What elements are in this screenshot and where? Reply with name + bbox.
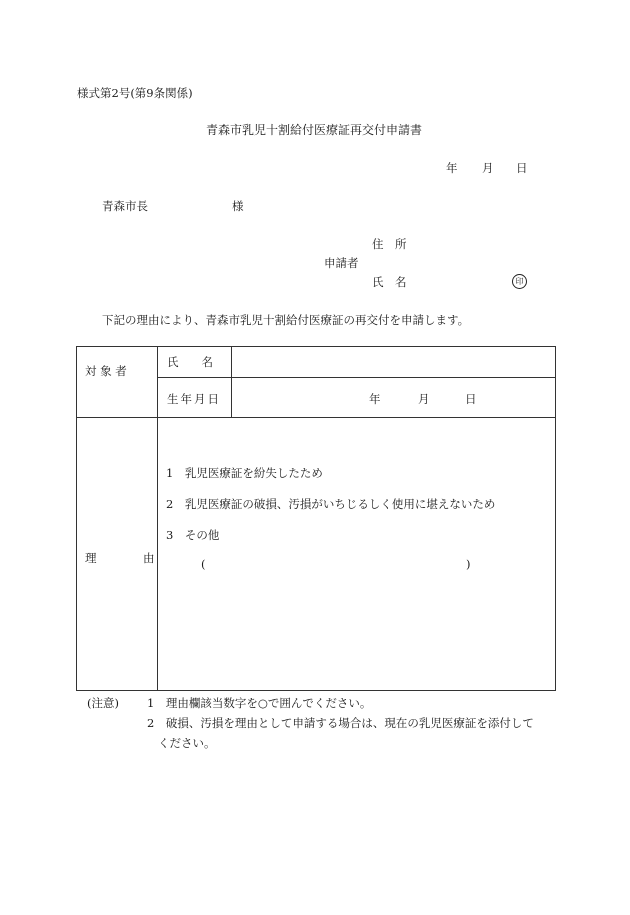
table-divider-subject-reason xyxy=(77,417,556,418)
reason-item-damaged[interactable]: 2 乳児医療証の破損、汚損がいちじるしく使用に堪えないため xyxy=(166,497,496,511)
birth-month-label: 月 xyxy=(418,392,430,406)
reason-label-left: 理 xyxy=(85,551,97,565)
birth-year-label: 年 xyxy=(369,392,381,406)
table-birthdate-label: 生年月日 xyxy=(167,392,221,406)
page-title: 青森市乳児十割給付医療証再交付申請書 xyxy=(206,123,423,137)
addressee-honorific: 様 xyxy=(232,199,244,213)
other-close-paren: ) xyxy=(466,557,471,571)
subject-name-field[interactable] xyxy=(237,349,549,373)
reason-item-lost[interactable]: 1 乳児医療証を紛失したため xyxy=(166,466,323,480)
note-item-2-continued: ください。 xyxy=(158,736,216,750)
note-item-1: 1 理由欄該当数字を○で囲んでください。 xyxy=(147,696,372,710)
table-divider-label-column xyxy=(157,347,158,691)
table-divider-name-birth xyxy=(158,377,556,378)
application-table xyxy=(76,346,556,691)
applicant-address-label: 住 所 xyxy=(372,237,407,251)
reason-label-right: 由 xyxy=(143,551,155,565)
date-day-label: 日 xyxy=(516,161,528,175)
applicant-label: 申請者 xyxy=(324,256,359,270)
birth-day-label: 日 xyxy=(465,392,477,406)
date-year-label: 年 xyxy=(446,161,458,175)
seal-stamp-label: 印 xyxy=(512,274,527,289)
form-number: 様式第2号(第9条関係) xyxy=(77,86,193,100)
notes-label: (注意) xyxy=(87,696,119,710)
seal-stamp-icon xyxy=(512,273,527,289)
note-item-2: 2 破損、汚損を理由として申請する場合は、現在の乳児医療証を添付して xyxy=(147,716,534,730)
other-open-paren: ( xyxy=(201,557,206,571)
addressee-name: 青森市長 xyxy=(102,199,148,213)
request-statement: 下記の理由により、青森市乳児十割給付医療証の再交付を申請します。 xyxy=(102,313,470,327)
subject-label: 対 象 者 xyxy=(85,364,127,378)
date-month-label: 月 xyxy=(482,161,494,175)
other-reason-field[interactable] xyxy=(211,553,461,573)
applicant-name-label: 氏 名 xyxy=(372,275,407,289)
table-divider-sublabel-column xyxy=(231,347,232,417)
reason-item-other[interactable]: 3 その他 xyxy=(166,528,220,542)
table-name-label: 氏 名 xyxy=(167,355,213,369)
